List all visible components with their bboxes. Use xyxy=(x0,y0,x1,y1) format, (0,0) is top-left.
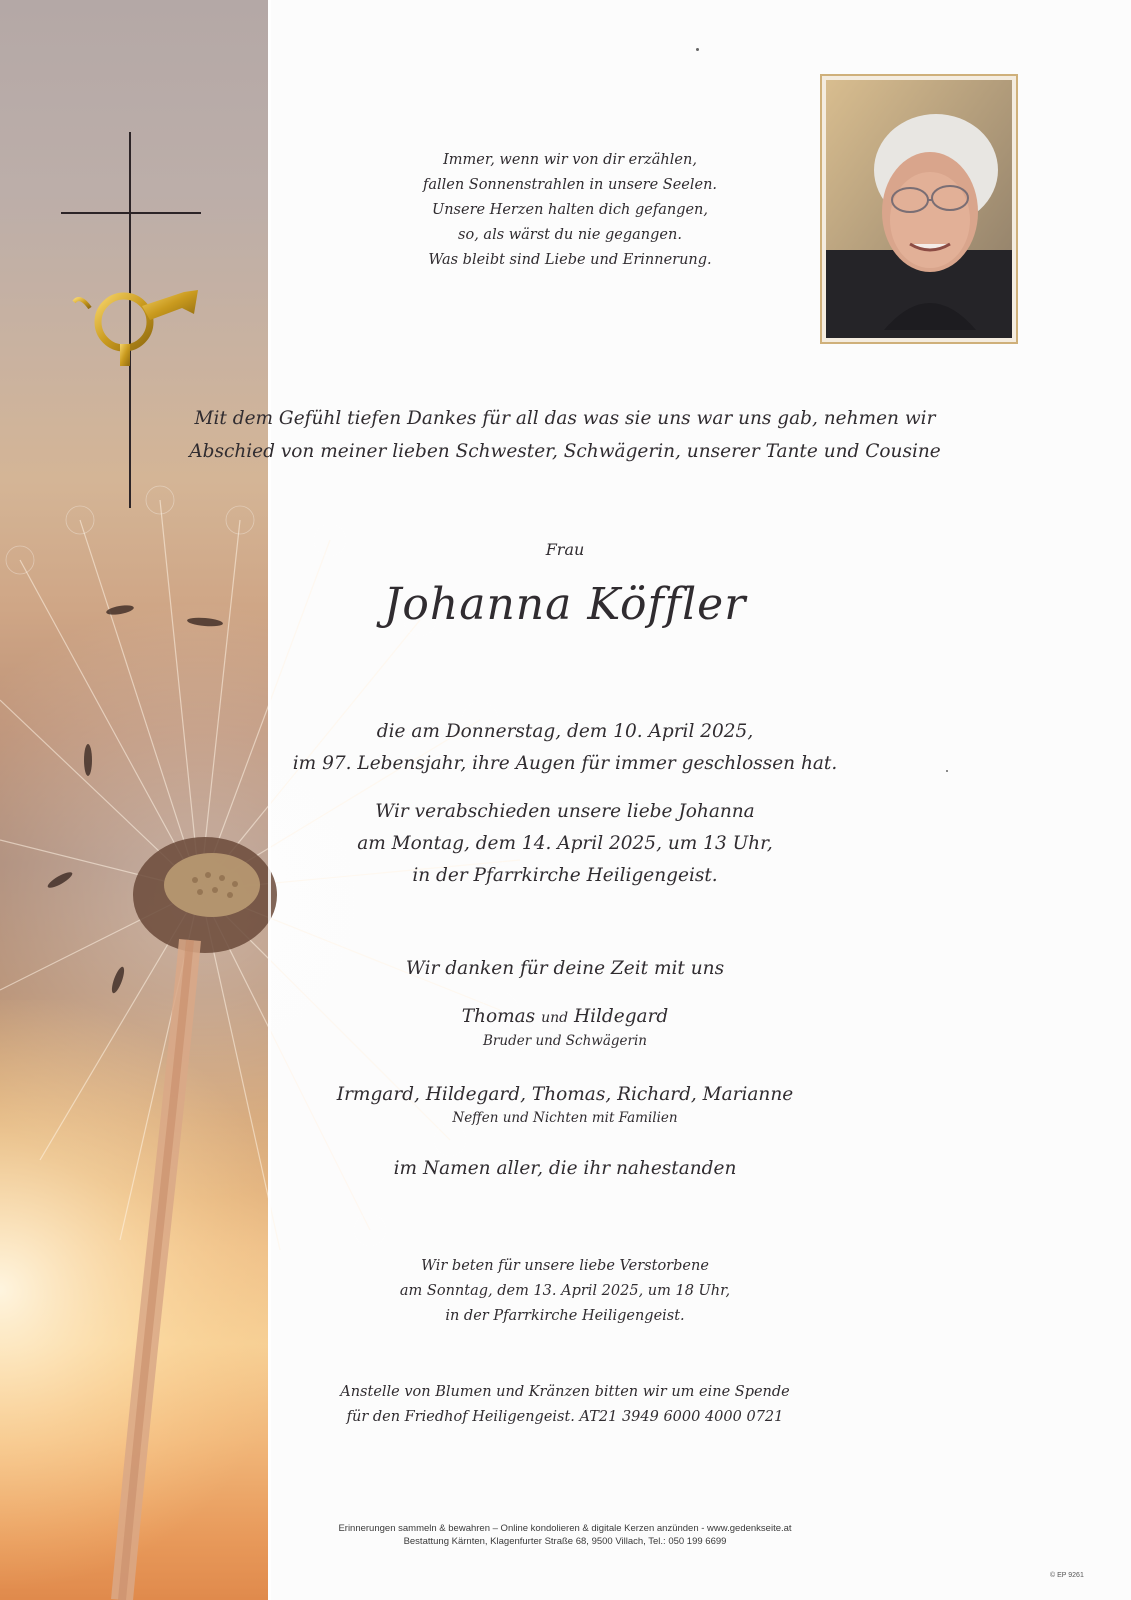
footer xyxy=(250,1522,880,1548)
portrait-frame xyxy=(820,74,1018,344)
donation-info xyxy=(250,1380,880,1430)
funeral-info xyxy=(230,796,900,892)
footer-line: Bestattung Kärnten, Klagenfurter Straße 68, 9500 Villach, Tel.: 050 199 6699 xyxy=(403,1536,727,1547)
relative-name: Thomas xyxy=(461,1006,536,1027)
funeral-line: in der Pfarrkirche Heiligengeist. xyxy=(412,865,718,886)
relative-name: Hildegard xyxy=(573,1006,669,1027)
intro-line: Abschied von meiner lieben Schwester, Schwägerin, unserer Tante und Cousine xyxy=(189,441,941,462)
print-code: © EP 9261 xyxy=(1050,1572,1084,1579)
donation-line: Anstelle von Blumen und Kränzen bitten wir um eine Spende xyxy=(340,1384,790,1400)
relative-role: Neffen und Nichten mit Familien xyxy=(452,1110,678,1126)
death-notice-line: im 97. Lebensjahr, ihre Augen für immer geschlossen hat. xyxy=(292,753,838,774)
cross-icon-bar xyxy=(61,212,201,214)
poem-line: Immer, wenn wir von dir erzählen, xyxy=(443,152,697,168)
death-notice-line: die am Donnerstag, dem 10. April 2025, xyxy=(376,721,754,742)
relative-role: Bruder und Schwägerin xyxy=(483,1033,647,1049)
death-notice xyxy=(230,716,900,780)
speck xyxy=(696,48,699,51)
relative-names xyxy=(300,1004,830,1031)
poem xyxy=(380,148,760,273)
in-names-line: im Namen aller, die ihr nahestanden xyxy=(393,1158,737,1179)
funeral-line: Wir verabschieden unsere liebe Johanna xyxy=(375,801,755,822)
relative-group xyxy=(300,1004,830,1051)
prayer-line: Wir beten für unsere liebe Verstorbene xyxy=(421,1258,709,1274)
prayer-line: am Sonntag, dem 13. April 2025, um 18 Uhr, xyxy=(399,1283,731,1299)
deceased-name: Johanna Köffler xyxy=(383,579,747,630)
relative-names: Irmgard, Hildegard, Thomas, Richard, Marianne xyxy=(336,1084,794,1105)
salutation: Frau xyxy=(545,540,585,559)
portrait-photo xyxy=(826,80,1012,338)
prayer-line: in der Pfarrkirche Heiligengeist. xyxy=(445,1308,685,1324)
intro-line: Mit dem Gefühl tiefen Dankes für all das was sie uns war uns gab, nehmen wir xyxy=(194,408,936,429)
speck xyxy=(946,770,948,772)
donation-line: für den Friedhof Heiligengeist. AT21 3949 6000 4000 0721 xyxy=(346,1409,784,1425)
poem-line: so, als wärst du nie gegangen. xyxy=(458,227,682,243)
poem-line: fallen Sonnenstrahlen in unsere Seelen. xyxy=(422,177,718,193)
poem-line: Unsere Herzen halten dich gefangen, xyxy=(431,202,709,218)
relative-connector: und xyxy=(541,1010,569,1026)
footer-line: Erinnerungen sammeln & bewahren – Online kondolieren & digitale Kerzen anzünden - www.gedenkseite.at xyxy=(338,1523,792,1534)
thanks-line: Wir danken für deine Zeit mit uns xyxy=(405,958,725,979)
poem-line: Was bleibt sind Liebe und Erinnerung. xyxy=(428,252,712,268)
intro-text xyxy=(150,402,980,468)
prayer-info xyxy=(330,1254,800,1329)
post-horn-icon xyxy=(72,284,204,370)
funeral-line: am Montag, dem 14. April 2025, um 13 Uhr, xyxy=(357,833,773,854)
relative-group xyxy=(250,1082,880,1128)
